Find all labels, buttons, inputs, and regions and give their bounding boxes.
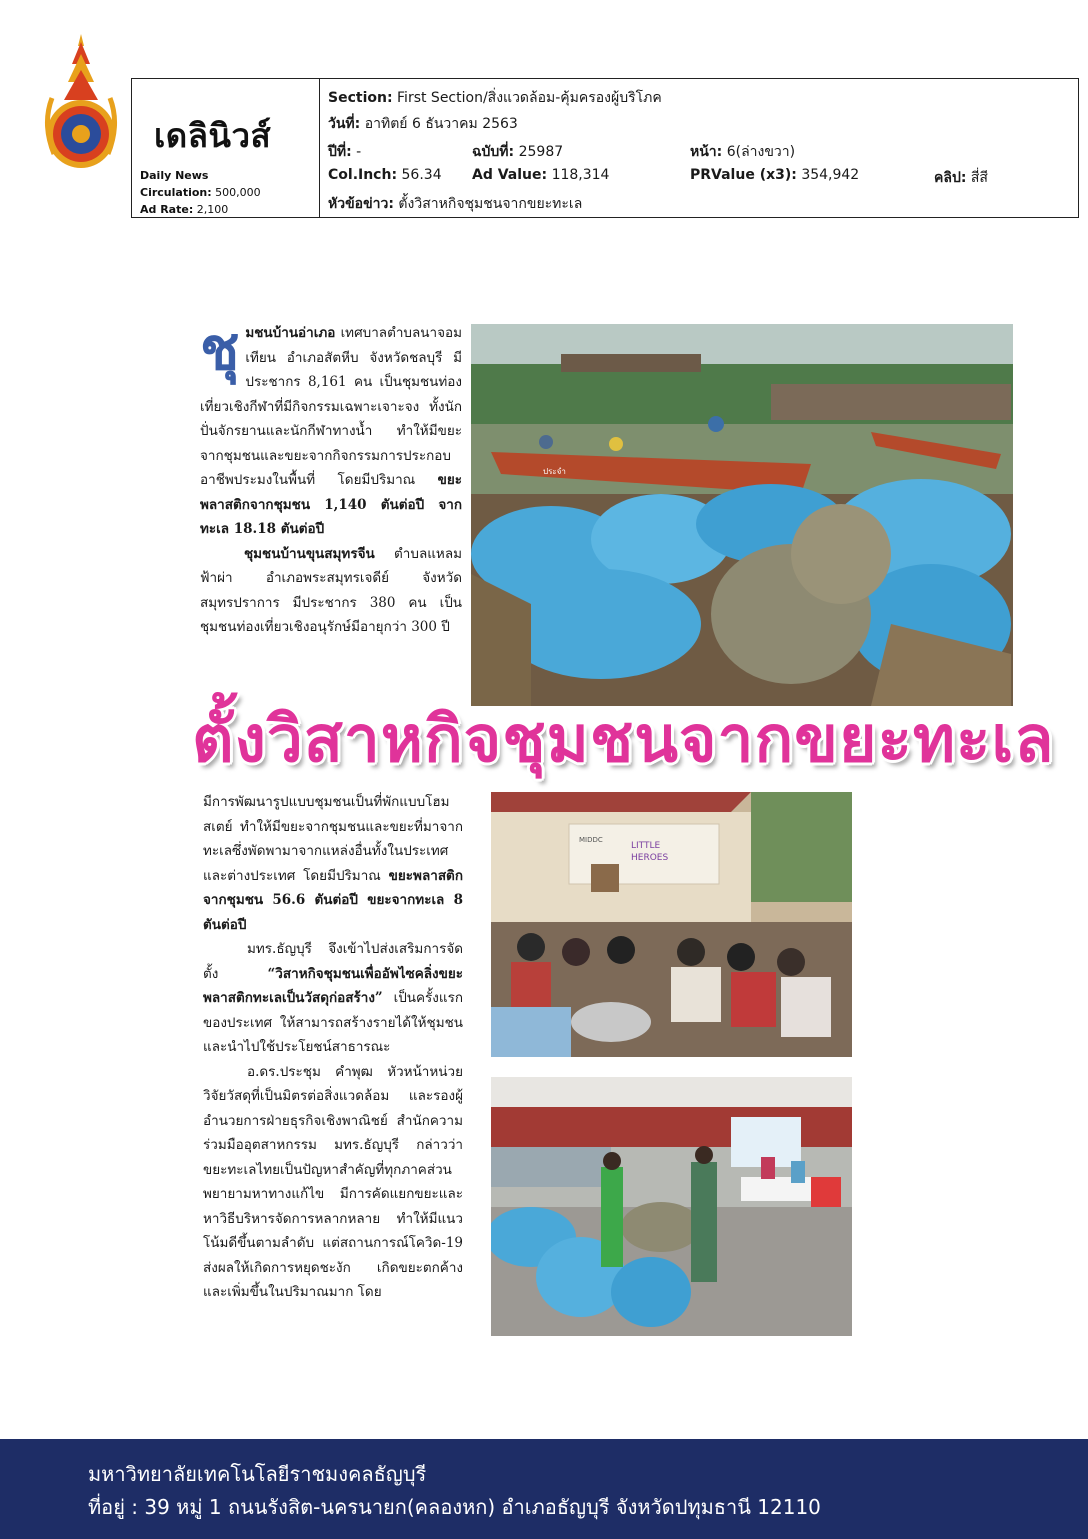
- footer-bar: [0, 1439, 1088, 1539]
- paragraph-2: ชุมชนบ้านขุนสมุทรจีน ตำบลแหลมฟ้าผ่า อำเภอพระสมุทรเจดีย์ จังหวัดสมุทรปราการ มีประชากร 380 คน เป็นชุมชนท่องเที่ยวเชิงอนุรักษ์มีอายุกว่า 300 ปี: [200, 545, 462, 635]
- boat-label: ประจำ: [543, 467, 566, 476]
- newspaper-name: เดลินิวส์: [154, 116, 272, 155]
- section-row: Section: First Section/สิ่งแวดล้อม-คุ้มครองผู้บริโภค: [328, 90, 662, 106]
- paragraph-5: อ.ดร.ประชุม คำพุฒ หัวหน้าหน่วยวิจัยวัสดุที่เป็นมิตรต่อสิ่งแวดล้อม และรองผู้อำนวยการฝ่ายธุรกิจเชิงพาณิชย์ สำนักความร่วมมืออุตสาหกรรม มทร.ธัญบุรี กล่าวว่า ขยะทะเลไทยเป็นปัญหาสำคัญที่ทุกภาคส่วนพยายามหาทางแก้ไข มีการคัดแยกขยะและหาวิธีบริหารจัดการหลากหลาย ทำให้มีแนวโน้มดีขึ้นตามลำดับ แต่สถานการณ์โควิด-19 ส่งผลให้เกิดการหยุดชะงัก เกิดขยะตกค้างและเพิ่มขึ้นในปริมาณมาก โดย: [203, 1063, 463, 1300]
- clipping-header: [131, 78, 1079, 218]
- photo-community-workshop: [491, 792, 852, 1057]
- date-row: วันที่: อาทิตย์ 6 ธันวาคม 2563: [328, 116, 518, 132]
- ad-rate: Ad Rate: 2,100: [140, 203, 229, 216]
- paragraph-1: ชุมชนบ้านอ่าเภอ เทศบาลตำบลนาจอมเทียน อำเภอสัตหีบ จังหวัดชลบุรี มีประชากร 8,161 คน เป็นชุมชนท่องเที่ยวเชิงกีฬาที่มีกิจกรรมเฉพาะเจาะจง ทั้งนักปั่นจักรยานและนักกีฬาทางน้ำ ทำให้มีขยะจากชุมชนและขยะจากกิจกรรมการประกอบอาชีพประมงในพื้นที่ โดยมีปริมาณ ขยะพลาสติกจากชุมชน 1,140 ตันต่อปี จากทะเล 18.18 ตันต่อปี: [200, 321, 462, 537]
- photo-waste-sorting: [491, 1077, 852, 1336]
- drop-cap: ชุ: [200, 321, 240, 383]
- publication-info: [132, 79, 320, 217]
- paragraph-4: มทร.ธัญบุรี จึงเข้าไปส่งเสริมการจัดตั้ง “วิสาหกิจชุมชนเพื่ออัพไซคลิ่งขยะพลาสติกทะเลเป็นวัสดุก่อสร้าง” เป็นครั้งแรกของประเทศ ให้สามารถสร้างรายได้ให้ชุมชนและนำไปใช้ประโยชน์สาธารณะ: [203, 941, 463, 1055]
- banner-text-1: LITTLE: [631, 841, 661, 851]
- year-field: ปีที่: -: [328, 144, 362, 160]
- university-logo: [40, 34, 122, 170]
- article-column-2: [203, 790, 463, 1380]
- headline-row: หัวข้อข่าว: ตั้งวิสาหกิจชุมชนจากขยะทะเล: [328, 196, 583, 212]
- newspaper-name-en: Daily News: [140, 169, 209, 182]
- clip-field: คลิป: สี่สี: [934, 170, 988, 186]
- circulation: Circulation: 500,000: [140, 186, 261, 199]
- footer-address: ที่อยู่ : 39 หมู่ 1 ถนนรังสิต-นครนายก(คลองหก) อำเภอธัญบุรี จังหวัดปทุมธานี 12110: [88, 1495, 821, 1519]
- paragraph-3: มีการพัฒนารูปแบบชุมชนเป็นที่พักแบบโฮมสเตย์ ทำให้มีขยะจากชุมชนและขยะที่มาจากทะเลซึ่งพัดพามาจากแหล่งอื่นทั้งในประเทศและต่างประเทศ โดยมีปริมาณ ขยะพลาสติกจากชุมชน 56.6 ตันต่อปี ขยะจากทะเล 8 ตันต่อปี: [203, 794, 463, 933]
- clipping-metadata: [328, 79, 1078, 217]
- banner-small-text: MIDDC: [579, 836, 603, 844]
- photo-plastic-waste-boats: [471, 324, 1013, 706]
- article-column-1: [200, 321, 462, 667]
- page-field: หน้า: 6(ล่างขวา): [690, 144, 796, 160]
- banner-text-2: HEROES: [631, 853, 669, 863]
- advalue-field: Ad Value: 118,314: [472, 167, 610, 183]
- footer-university: มหาวิทยาลัยเทคโนโลยีราชมงคลธัญบุรี: [88, 1462, 427, 1486]
- article-headline: ตั้งวิสาหกิจชุมชนจากขยะทะเล: [192, 703, 1055, 777]
- issue-field: ฉบับที่: 25987: [472, 144, 564, 160]
- prvalue-field: PRValue (x3): 354,942: [690, 167, 860, 183]
- colinch-field: Col.Inch: 56.34: [328, 167, 442, 183]
